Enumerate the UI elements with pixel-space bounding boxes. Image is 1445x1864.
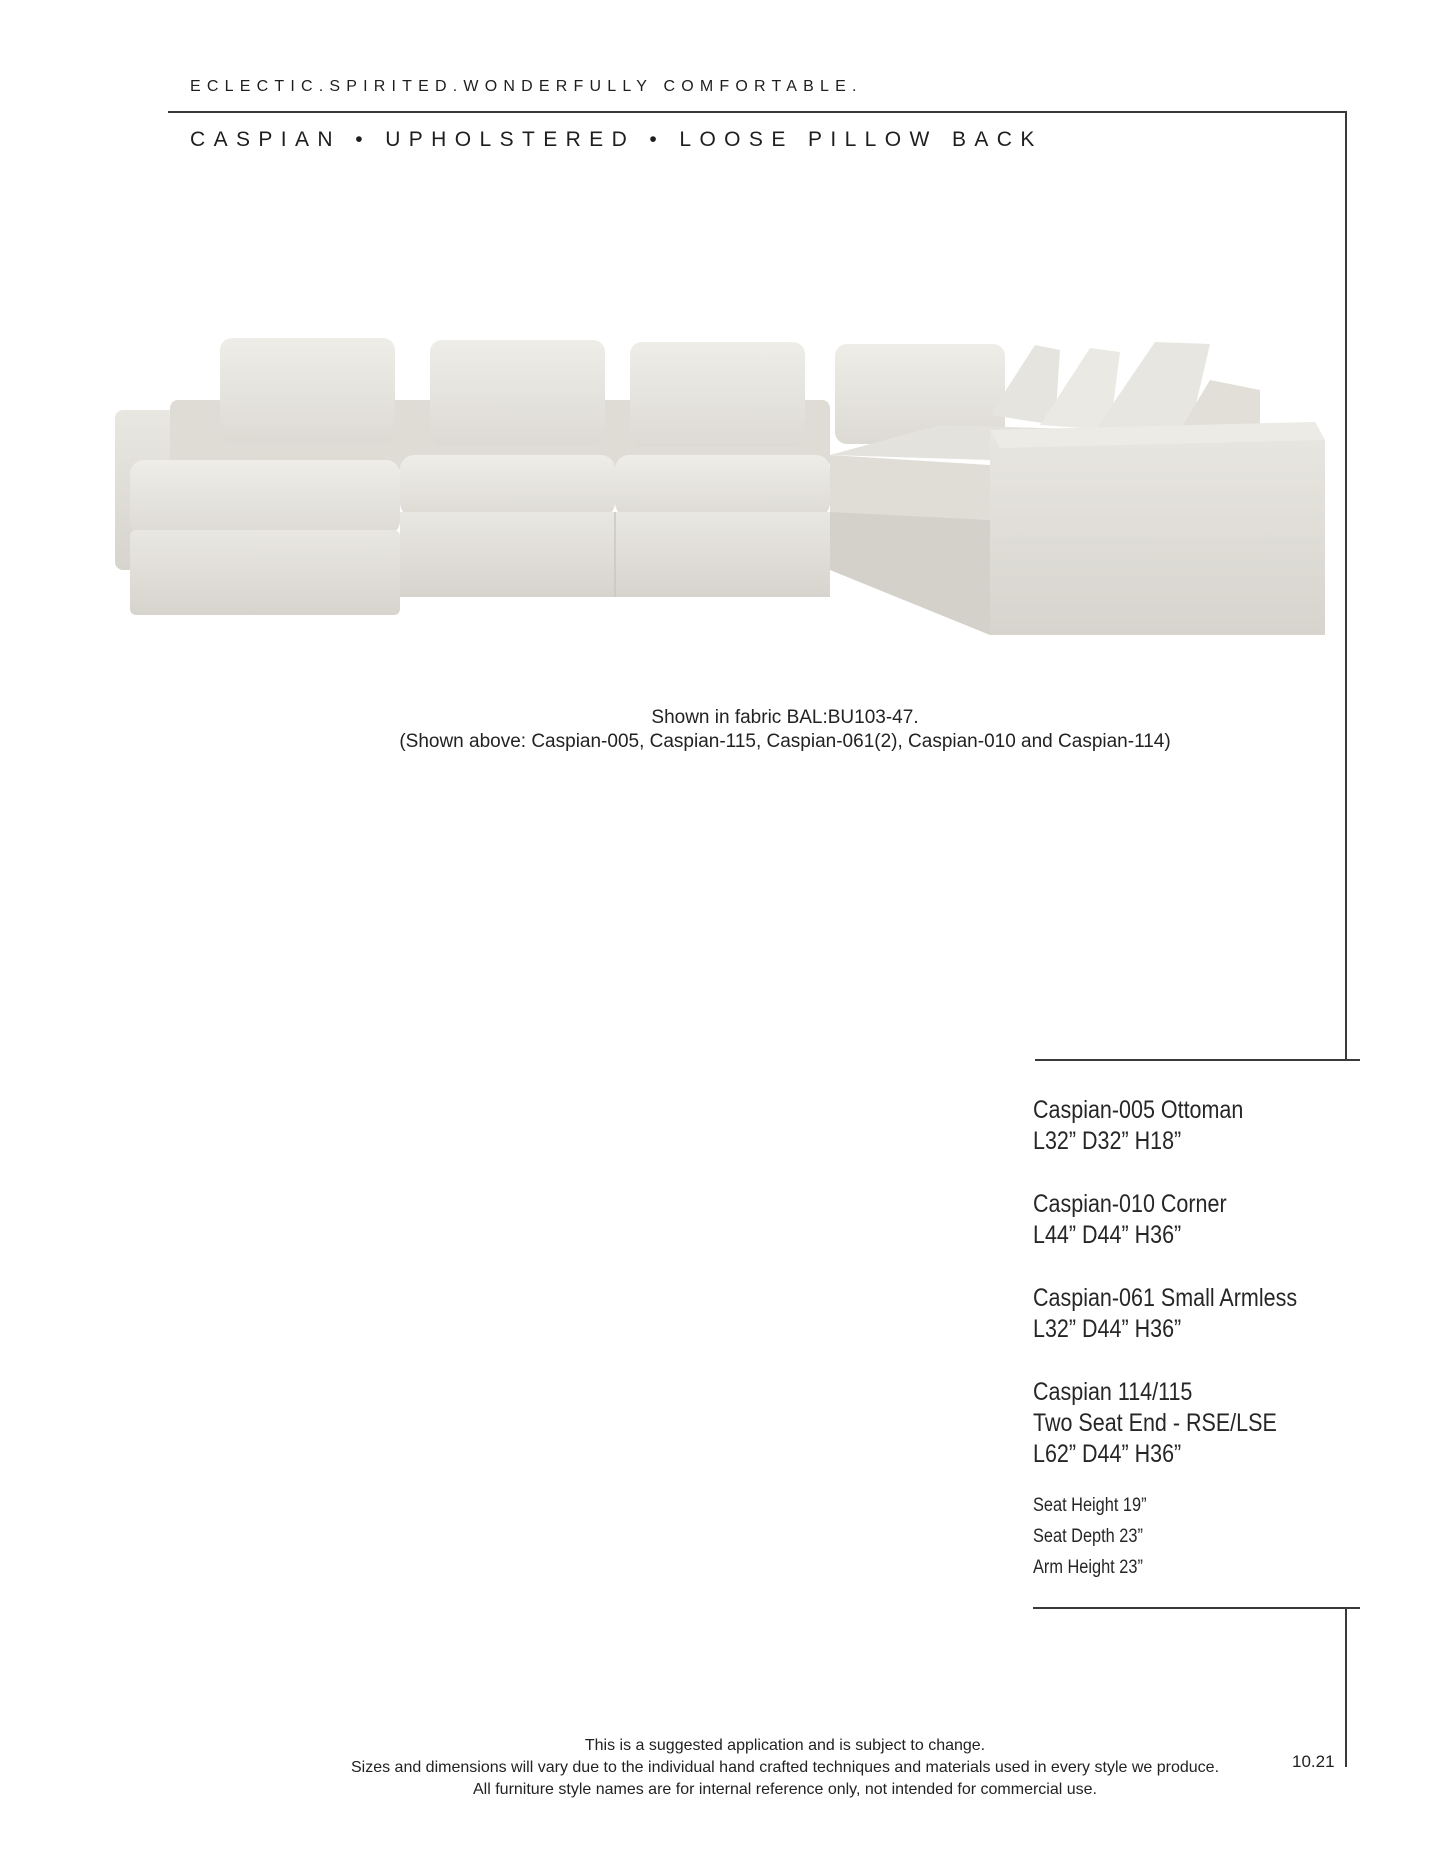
spec-name: Caspian 114/115 (1033, 1378, 1193, 1406)
back-pillow (220, 338, 395, 443)
seat-base (400, 512, 615, 597)
spec-dims: L32” D32” H18” (1033, 1127, 1182, 1155)
ottoman-base (130, 530, 400, 615)
specs-top-rule (1035, 1059, 1360, 1061)
back-pillow (430, 340, 605, 445)
spec-item (1033, 1377, 1363, 1470)
right-arm (990, 422, 1325, 635)
header-rule (168, 111, 1346, 113)
ottoman-cushion (130, 460, 400, 535)
seat-cushion (400, 455, 615, 517)
corner-seat-cushion (830, 455, 990, 520)
disclaimer-line: This is a suggested application and is subject to change. (584, 1737, 986, 1754)
seat-depth: Seat Depth 23” (1033, 1526, 1143, 1547)
sofa-photo (110, 330, 1340, 650)
spec-dims: L32” D44” H36” (1033, 1315, 1182, 1343)
spec-name: Caspian-005 Ottoman (1033, 1096, 1244, 1124)
photo-caption (200, 706, 1370, 754)
spec-dims: L62” D44” H36” (1033, 1440, 1182, 1468)
spec-dims: L44” D44” H36” (1033, 1221, 1182, 1249)
seat-cushion (615, 455, 830, 517)
tagline: ECLECTIC.SPIRITED.WONDERFULLY COMFORTABLE. (190, 78, 863, 95)
measurements (1033, 1490, 1363, 1583)
spec-item (1033, 1189, 1363, 1251)
spec-subname: Two Seat End - RSE/LSE (1033, 1409, 1277, 1437)
footer-disclaimer (200, 1735, 1370, 1801)
spec-name: Caspian-010 Corner (1033, 1190, 1227, 1218)
spec-item (1033, 1095, 1363, 1157)
spec-name: Caspian-061 Small Armless (1033, 1284, 1298, 1312)
disclaimer-line: Sizes and dimensions will vary due to the individual hand crafted techniques and materials used in every style we produce. (350, 1759, 1220, 1776)
disclaimer-line: All furniture style names are for internal reference only, not intended for commercial use. (473, 1781, 1097, 1798)
back-pillow (630, 342, 805, 447)
specs-bottom-rule (1033, 1607, 1360, 1609)
spec-item (1033, 1283, 1363, 1345)
caption-fabric: Shown in fabric BAL:BU103-47. (651, 707, 919, 728)
seat-height: Seat Height 19” (1033, 1495, 1147, 1516)
product-title: CASPIAN • UPHOLSTERED • LOOSE PILLOW BACK (190, 128, 1043, 151)
corner-base (830, 512, 990, 635)
right-frame-line (1345, 111, 1347, 1059)
seat-base (615, 512, 830, 597)
caption-pieces: (Shown above: Caspian-005, Caspian-115, Caspian-061(2), Caspian-010 and Caspian-114) (399, 731, 1171, 752)
page-number: 10.21 (1292, 1752, 1335, 1771)
spec-list (1033, 1095, 1363, 1583)
arm-height: Arm Height 23” (1033, 1557, 1143, 1578)
